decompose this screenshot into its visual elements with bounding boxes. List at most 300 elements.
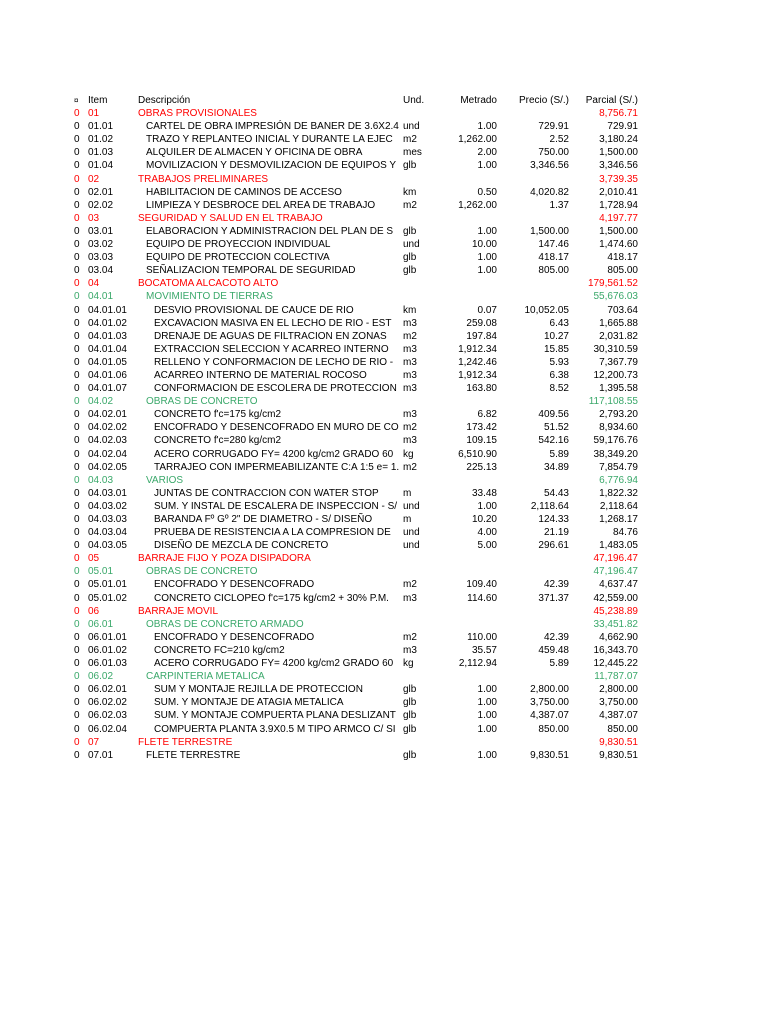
row-precio: 1.37: [549, 199, 569, 211]
row-metrado: 1.00: [477, 121, 497, 133]
row-unit: m2: [403, 330, 417, 342]
row-zero: 0: [74, 658, 80, 670]
row-item: 04.01.05: [88, 356, 127, 368]
row-item: 06.01: [88, 618, 114, 630]
row-description: SUM. Y INSTAL DE ESCALERA DE INSPECCION - S/: [154, 500, 398, 512]
header-marker: ¤: [74, 96, 79, 105]
row-zero: 0: [74, 199, 80, 211]
row-precio: 2,118.64: [530, 500, 569, 512]
row-zero: 0: [74, 461, 80, 473]
table-row: [0, 513, 768, 526]
row-unit: glb: [403, 225, 417, 237]
row-parcial: 703.64: [607, 304, 638, 316]
row-parcial: 3,739.35: [599, 173, 638, 185]
row-zero: 0: [74, 736, 80, 748]
row-zero: 0: [74, 500, 80, 512]
row-unit: m: [403, 514, 412, 525]
header-item: Item: [88, 95, 108, 106]
row-zero: 0: [74, 291, 80, 303]
row-item: 06.02.04: [88, 723, 127, 735]
row-zero: 0: [74, 304, 80, 316]
row-precio: 4,387.07: [530, 710, 569, 722]
row-parcial: 7,854.79: [599, 461, 638, 473]
row-parcial: 4,637.47: [599, 579, 638, 591]
row-parcial: 4,197.77: [599, 212, 638, 224]
row-zero: 0: [74, 710, 80, 722]
row-precio: 850.00: [538, 723, 569, 735]
row-item: 04.03.03: [88, 514, 127, 525]
table-row: [0, 382, 768, 395]
row-description: HABILITACION DE CAMINOS DE ACCESO: [146, 186, 342, 198]
row-parcial: 33,451.82: [593, 618, 638, 630]
row-unit: und: [403, 500, 420, 512]
row-precio: 10.27: [543, 330, 569, 342]
row-metrado: 5.00: [477, 540, 497, 552]
row-description: TARRAJEO CON IMPERMEABILIZANTE C:A 1:5 e= 1.: [154, 461, 400, 473]
row-item: 04.02.01: [88, 409, 127, 421]
row-metrado: 225.13: [466, 461, 497, 473]
row-precio: 2,800.00: [530, 684, 569, 696]
row-unit: m3: [403, 356, 417, 368]
row-metrado: 109.15: [466, 435, 497, 447]
table-row: [0, 238, 768, 251]
row-zero: 0: [74, 631, 80, 643]
row-metrado: 1.00: [477, 749, 497, 761]
row-metrado: 2,112.94: [458, 658, 497, 670]
row-precio: 750.00: [538, 147, 569, 159]
row-description: VARIOS: [146, 474, 184, 486]
row-parcial: 3,346.56: [599, 160, 638, 172]
row-zero: 0: [74, 566, 80, 578]
row-metrado: 110.00: [467, 631, 497, 643]
row-unit: und: [403, 239, 420, 251]
row-item: 05.01.02: [88, 592, 127, 604]
row-unit: m: [403, 487, 412, 499]
row-unit: m2: [403, 461, 417, 473]
row-unit: glb: [403, 684, 417, 696]
row-metrado: 1.00: [477, 225, 497, 237]
row-item: 04.02.04: [88, 448, 127, 460]
row-precio: 3,750.00: [530, 697, 569, 709]
row-item: 03: [88, 212, 100, 224]
row-parcial: 1,822.32: [599, 487, 638, 499]
table-row: [0, 395, 768, 408]
row-unit: m2: [403, 579, 417, 591]
row-description: DESVIO PROVISIONAL DE CAUCE DE RIO: [154, 304, 354, 316]
row-parcial: 55,676.03: [593, 291, 638, 303]
row-precio: 42.39: [543, 631, 569, 643]
row-description: ENCOFRADO Y DESENCOFRADO: [154, 631, 315, 643]
table-row: [0, 709, 768, 722]
row-description: SEÑALIZACION TEMPORAL DE SEGURIDAD: [146, 265, 356, 277]
row-metrado: 4.00: [477, 527, 497, 539]
header-metrado: Metrado: [460, 95, 497, 106]
header-row: [0, 94, 768, 107]
row-zero: 0: [74, 173, 80, 185]
row-unit: glb: [403, 723, 417, 735]
table-row: [0, 631, 768, 644]
row-item: 06: [88, 605, 100, 617]
row-item: 04.02.05: [88, 461, 127, 473]
row-item: 04.01.06: [88, 369, 127, 381]
row-zero: 0: [74, 147, 80, 159]
table-row: [0, 578, 768, 591]
row-metrado: 1,912.34: [458, 343, 497, 355]
row-zero: 0: [74, 487, 80, 499]
row-description: ACARREO INTERNO DE MATERIAL ROCOSO: [154, 369, 367, 381]
table-row: [0, 290, 768, 303]
row-description: DISEÑO DE MEZCLA DE CONCRETO: [154, 540, 329, 552]
row-parcial: 1,500.00: [599, 225, 638, 237]
row-parcial: 30,310.59: [593, 343, 638, 355]
row-parcial: 1,665.88: [599, 317, 638, 329]
table-row: [0, 526, 768, 539]
row-metrado: 1,262.00: [458, 134, 497, 146]
row-parcial: 2,118.64: [599, 500, 638, 512]
row-description: EXTRACCION SELECCION Y ACARREO INTERNO: [154, 343, 389, 355]
row-description: BARRAJE MOVIL: [138, 605, 219, 617]
row-precio: 34.89: [543, 461, 569, 473]
row-item: 03.01: [88, 225, 114, 237]
table-row: [0, 723, 768, 736]
row-item: 04.02.02: [88, 422, 127, 434]
table-row: [0, 133, 768, 146]
table-row: [0, 736, 768, 749]
row-precio: 51.52: [543, 422, 569, 434]
row-item: 04.03.01: [88, 487, 127, 499]
row-parcial: 7,367.79: [599, 356, 638, 368]
row-parcial: 45,238.89: [593, 605, 638, 617]
table-row: [0, 461, 768, 474]
table-row: [0, 696, 768, 709]
row-zero: 0: [74, 252, 80, 264]
row-precio: 10,052.05: [524, 304, 569, 316]
row-metrado: 33.48: [471, 487, 497, 499]
row-metrado: 6,510.90: [458, 448, 497, 460]
row-metrado: 197.84: [466, 330, 497, 342]
row-parcial: 4,387.07: [599, 710, 638, 722]
row-metrado: 1.00: [477, 252, 497, 264]
row-precio: 409.56: [538, 409, 569, 421]
row-description: LIMPIEZA Y DESBROCE DEL AREA DE TRABAJO: [146, 199, 376, 211]
row-description: RELLENO Y CONFORMACION DE LECHO DE RIO -: [154, 356, 394, 368]
row-zero: 0: [74, 553, 80, 565]
row-item: 04: [88, 278, 100, 290]
row-item: 02: [88, 173, 100, 185]
row-item: 03.03: [88, 252, 114, 264]
row-description: TRABAJOS PRELIMINARES: [138, 173, 269, 185]
row-parcial: 3,180.24: [599, 134, 638, 146]
row-precio: 542.16: [538, 435, 569, 447]
row-item: 01.02: [88, 134, 114, 146]
row-parcial: 2,031.82: [599, 330, 638, 342]
row-metrado: 114.60: [467, 592, 497, 604]
row-unit: kg: [403, 448, 414, 460]
row-description: FLETE TERRESTRE: [138, 736, 233, 748]
row-parcial: 1,728.94: [599, 199, 638, 211]
row-item: 06.02.01: [88, 684, 127, 696]
row-metrado: 6.82: [477, 409, 497, 421]
row-item: 04.03: [88, 474, 114, 486]
row-zero: 0: [74, 356, 80, 368]
table-row: [0, 159, 768, 172]
row-item: 05.01: [88, 566, 114, 578]
row-parcial: 850.00: [607, 723, 638, 735]
row-item: 04.01.07: [88, 383, 127, 395]
row-unit: m3: [403, 317, 417, 329]
row-description: EQUIPO DE PROTECCION COLECTIVA: [146, 252, 330, 264]
row-description: EQUIPO DE PROYECCION INDIVIDUAL: [146, 239, 331, 251]
row-precio: 42.39: [543, 579, 569, 591]
row-item: 04.01.04: [88, 343, 127, 355]
row-unit: glb: [403, 160, 417, 172]
row-description: BARRAJE FIJO Y POZA DISIPADORA: [138, 553, 311, 565]
row-description: ENCOFRADO Y DESENCOFRADO: [154, 579, 315, 591]
row-precio: 805.00: [538, 265, 569, 277]
row-zero: 0: [74, 474, 80, 486]
row-item: 05.01.01: [88, 579, 127, 591]
table-row: [0, 120, 768, 133]
row-zero: 0: [74, 396, 80, 408]
row-item: 02.01: [88, 186, 114, 198]
row-zero: 0: [74, 684, 80, 696]
row-zero: 0: [74, 723, 80, 735]
row-item: 06.02.02: [88, 697, 127, 709]
row-parcial: 9,830.51: [599, 736, 638, 748]
row-description: JUNTAS DE CONTRACCION CON WATER STOP: [154, 487, 379, 499]
row-zero: 0: [74, 592, 80, 604]
table-row: [0, 421, 768, 434]
row-precio: 54.43: [543, 487, 569, 499]
row-metrado: 1.00: [477, 684, 497, 696]
table-row: [0, 251, 768, 264]
table-row: [0, 605, 768, 618]
row-description: CONFORMACION DE ESCOLERA DE PROTECCION: [154, 383, 397, 395]
table-row: [0, 670, 768, 683]
row-description: CARPINTERIA METALICA: [146, 671, 265, 683]
row-zero: 0: [74, 225, 80, 237]
row-unit: mes: [403, 147, 422, 159]
row-description: CONCRETO FC=210 kg/cm2: [154, 644, 285, 656]
row-precio: 418.17: [538, 252, 569, 264]
row-unit: m3: [403, 409, 417, 421]
row-unit: glb: [403, 710, 417, 722]
row-description: FLETE TERRESTRE: [146, 749, 241, 761]
row-parcial: 47,196.47: [593, 566, 638, 578]
row-description: BOCATOMA ALCACOTO ALTO: [138, 278, 279, 290]
row-precio: 371.37: [538, 592, 569, 604]
table-row: [0, 474, 768, 487]
row-parcial: 4,662.90: [599, 631, 638, 643]
row-description: OBRAS DE CONCRETO ARMADO: [146, 618, 304, 630]
row-parcial: 805.00: [607, 265, 638, 277]
row-precio: 8.52: [549, 383, 569, 395]
row-parcial: 1,395.58: [599, 383, 638, 395]
row-item: 04.02.03: [88, 435, 127, 447]
row-parcial: 42,559.00: [593, 592, 638, 604]
row-description: CONCRETO f'c=175 kg/cm2: [154, 409, 282, 421]
row-zero: 0: [74, 644, 80, 656]
row-description: MOVIMIENTO DE TIERRAS: [146, 291, 273, 303]
row-description: CARTEL DE OBRA IMPRESIÓN DE BANER DE 3.6X2.4: [146, 121, 399, 133]
row-zero: 0: [74, 383, 80, 395]
row-item: 01.01: [88, 121, 114, 133]
table-row: [0, 304, 768, 317]
row-parcial: 729.91: [607, 121, 638, 133]
row-precio: 6.38: [549, 369, 569, 381]
row-unit: m3: [403, 644, 417, 656]
row-metrado: 173.42: [466, 422, 497, 434]
row-description: DRENAJE DE AGUAS DE FILTRACION EN ZONAS: [154, 330, 387, 342]
row-item: 04.03.02: [88, 500, 127, 512]
row-description: PRUEBA DE RESISTENCIA A LA COMPRESION DE: [154, 527, 391, 539]
row-description: ENCOFRADO Y DESENCOFRADO EN MURO DE CO: [154, 422, 399, 434]
table-row: [0, 107, 768, 120]
row-precio: 9,830.51: [530, 749, 569, 761]
row-description: ALQUILER DE ALMACEN Y OFICINA DE OBRA: [146, 147, 363, 159]
row-unit: glb: [403, 265, 417, 277]
row-zero: 0: [74, 330, 80, 342]
row-precio: 296.61: [538, 540, 569, 552]
row-description: CONCRETO f'c=280 kg/cm2: [154, 435, 282, 447]
row-parcial: 9,830.51: [599, 749, 638, 761]
table-row: [0, 644, 768, 657]
row-zero: 0: [74, 278, 80, 290]
row-precio: 3,346.56: [530, 160, 569, 172]
row-item: 06.02.03: [88, 710, 127, 722]
row-description: TRAZO Y REPLANTEO INICIAL Y DURANTE LA EJEC: [146, 134, 393, 146]
table-row: [0, 146, 768, 159]
row-unit: und: [403, 527, 420, 539]
row-item: 03.04: [88, 265, 114, 277]
row-unit: m2: [403, 631, 417, 643]
row-description: CONCRETO CICLOPEO f'c=175 kg/cm2 + 30% P.M.: [154, 592, 389, 604]
row-zero: 0: [74, 697, 80, 709]
row-description: OBRAS PROVISIONALES: [138, 108, 257, 120]
header-parcial: Parcial (S/.): [585, 95, 638, 106]
row-precio: 124.33: [538, 514, 569, 525]
table-row: [0, 264, 768, 277]
table-row: [0, 408, 768, 421]
row-parcial: 179,561.52: [587, 278, 638, 290]
row-item: 03.02: [88, 239, 114, 251]
row-parcial: 1,268.17: [599, 514, 638, 525]
row-zero: 0: [74, 618, 80, 630]
budget-sheet: [0, 94, 768, 762]
row-parcial: 11,787.07: [594, 671, 638, 683]
table-row: [0, 683, 768, 696]
row-item: 02.02: [88, 199, 114, 211]
row-metrado: 1.00: [477, 710, 497, 722]
row-zero: 0: [74, 160, 80, 172]
row-unit: und: [403, 121, 420, 133]
row-metrado: 0.07: [477, 304, 497, 316]
row-unit: m3: [403, 383, 417, 395]
header-unit: Und.: [403, 95, 425, 106]
row-parcial: 59,176.76: [593, 435, 638, 447]
table-row: [0, 343, 768, 356]
row-unit: m2: [403, 422, 417, 434]
table-row: [0, 434, 768, 447]
row-zero: 0: [74, 239, 80, 251]
row-precio: 15.85: [543, 343, 569, 355]
row-zero: 0: [74, 265, 80, 277]
row-item: 07: [88, 736, 100, 748]
row-zero: 0: [74, 579, 80, 591]
table-row: [0, 657, 768, 670]
row-parcial: 16,343.70: [593, 644, 638, 656]
row-unit: m2: [403, 199, 417, 211]
row-zero: 0: [74, 514, 80, 525]
row-item: 04.01.02: [88, 317, 127, 329]
row-parcial: 1,483.05: [599, 540, 638, 552]
row-precio: 5.89: [549, 448, 569, 460]
table-row: [0, 173, 768, 186]
row-metrado: 1,262.00: [458, 199, 497, 211]
row-zero: 0: [74, 540, 80, 552]
header-description: Descripción: [138, 95, 191, 106]
row-item: 04.01.03: [88, 330, 127, 342]
row-description: ACERO CORRUGADO FY= 4200 kg/cm2 GRADO 60: [154, 658, 394, 670]
row-zero: 0: [74, 343, 80, 355]
row-unit: kg: [403, 658, 414, 670]
row-precio: 6.43: [549, 317, 569, 329]
row-item: 04.03.04: [88, 527, 127, 539]
table-row: [0, 448, 768, 461]
table-row: [0, 356, 768, 369]
row-unit: glb: [403, 252, 417, 264]
table-row: [0, 539, 768, 552]
row-precio: 1,500.00: [530, 225, 569, 237]
row-metrado: 10.20: [471, 514, 497, 525]
table-row: [0, 552, 768, 565]
row-parcial: 6,776.94: [599, 474, 638, 486]
row-metrado: 1,242.46: [458, 356, 497, 368]
row-parcial: 12,445.22: [593, 658, 638, 670]
row-zero: 0: [74, 605, 80, 617]
row-parcial: 47,196.47: [593, 553, 638, 565]
header-precio: Precio (S/.): [518, 95, 569, 106]
budget-rows: [0, 107, 768, 762]
table-row: [0, 212, 768, 225]
row-unit: m2: [403, 134, 417, 146]
table-row: [0, 225, 768, 238]
row-metrado: 2.00: [477, 147, 497, 159]
row-parcial: 8,756.71: [599, 108, 638, 120]
row-zero: 0: [74, 671, 80, 683]
row-precio: 21.19: [543, 527, 569, 539]
row-description: MOVILIZACION Y DESMOVILIZACION DE EQUIPOS Y: [146, 160, 397, 172]
row-metrado: 1.00: [477, 723, 497, 735]
table-row: [0, 749, 768, 762]
row-item: 04.01: [88, 291, 114, 303]
table-row: [0, 186, 768, 199]
row-zero: 0: [74, 369, 80, 381]
row-precio: 2.52: [549, 134, 569, 146]
row-parcial: 12,200.73: [593, 369, 638, 381]
row-parcial: 2,800.00: [599, 684, 638, 696]
row-zero: 0: [74, 448, 80, 460]
table-row: [0, 487, 768, 500]
table-row: [0, 277, 768, 290]
row-zero: 0: [74, 121, 80, 133]
table-row: [0, 565, 768, 578]
row-zero: 0: [74, 409, 80, 421]
row-description: OBRAS DE CONCRETO: [146, 396, 258, 408]
row-unit: km: [403, 186, 417, 198]
row-metrado: 259.08: [466, 317, 497, 329]
row-metrado: 1.00: [477, 160, 497, 172]
